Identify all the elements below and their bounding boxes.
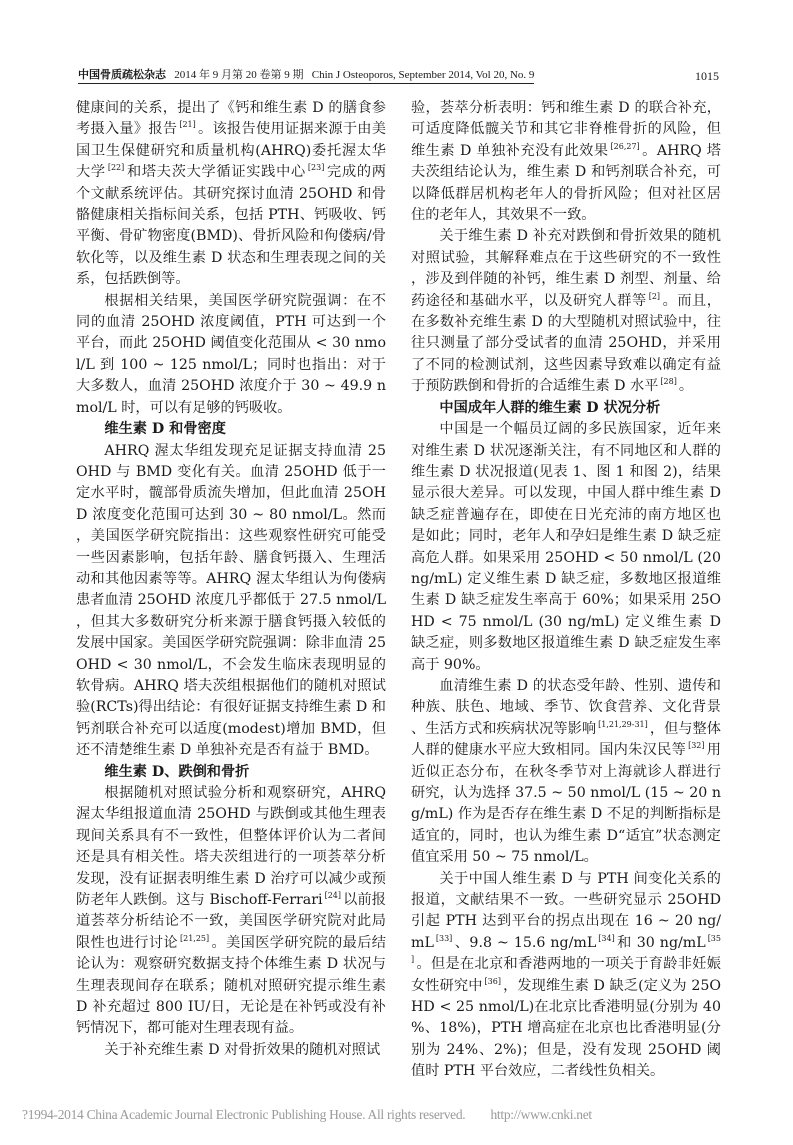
text-run: 维生素 D、跌倒和骨折 [104, 763, 250, 780]
right-column [411, 98, 721, 1083]
citation-ref[interactable]: [21] [179, 120, 196, 130]
citation-ref[interactable]: [23] [307, 163, 325, 173]
text-run: 。AHRQ 塔夫茨组结论认为，维生素 D 和钙剂联合补充，可以降低群居机构老年人的骨折风险；但对社区居住的老年人，其效果不一致。 [411, 142, 721, 224]
header-row [78, 66, 719, 84]
text-run: 。 [678, 378, 694, 395]
text-run: 中国是一个幅员辽阔的多民族国家，近年来对维生素 D 状况逐渐关注，有不同地区和人群的维生素 D 状况报道(见表 1、图 1 和图 2)，结果显示很大差异。可以发现，中国人群中维生素 D 缺乏症普遍存在，即使在日光充沛的南方地区也是如此；同时，老年人和孕妇是维生素 D 缺乏症高危人群。如果采用 25OHD < 50 nmol/L (20 ng/mL) 定义维生素 D 缺乏症，多数地区报道维生素 D 缺乏症发生率高于 60%；如果采用 25OHD < 75 nmol/L (30 ng/mL) 定义维生素 D 缺乏症，则多数地区报道维生素 D 缺乏症发生率高于 90%。 [411, 421, 721, 673]
footer-url[interactable]: http://www.cnki.net [490, 1106, 592, 1122]
body-paragraph [411, 98, 721, 226]
citation-ref[interactable]: [34] [598, 933, 615, 943]
body-paragraph [411, 419, 721, 676]
body-paragraph [411, 226, 721, 397]
text-run: 和塔夫茨大学循证实践中心 [126, 164, 306, 181]
body-paragraph [76, 291, 386, 419]
text-run: 关于补充维生素 D 对骨折效果的随机对照试 [104, 1041, 381, 1058]
citation-ref[interactable]: [36] [484, 976, 501, 986]
footer [22, 1083, 793, 1123]
body-paragraph [411, 676, 721, 869]
citation-ref[interactable]: [1,21,29-31] [598, 719, 648, 729]
text-run: 。美国医学研究院的最后结论认为：观察研究数据支持个体维生素 D 状况与生理表现间存在联系；随机对照研究提示维生素 D 补充超过 800 IU/日，无论是在补钙或没有补钙情况下，都可能对生理表现有益。 [76, 934, 386, 1037]
text-run: 完成的两个文献系统评估。其研究探讨血清 25OHD 和骨骼健康相关指标间关系，包括 PTH、钙吸收、钙平衡、骨矿物密度(BMD)、骨折风险和佝偻病/骨软化等，以及维生素 D 状态和生理表现之间的关系，包括跌倒等。 [76, 164, 386, 288]
left-column [76, 98, 386, 1061]
section-heading [76, 762, 386, 783]
citation-ref[interactable]: [33] [435, 933, 453, 943]
text-run: 关于中国人维生素 D 与 PTH 间变化关系的报道，文献结果不一致。一些研究显示 25OHD 引起 PTH 达到平台的拐点出现在 16 ~ 20 ng/mL [411, 870, 721, 951]
body-paragraph [76, 783, 386, 1040]
text-run: 血清维生素 D 的状态受年龄、性别、遗传和种族、肤色、地域、季节、饮食营养、文化背景、生活方式和疾病状况等影响 [411, 677, 721, 737]
text-run: ，发现维生素 D 缺乏(定义为 25OHD < 25 nmol/L)在北京比香港明显(分别为 40%、18%)，PTH 增高症在北京也比香港明显(分别为 24%、2%)；但是，没有发现 25OHD 阈值时 PTH 平台效应，二者线性负相关。 [411, 977, 721, 1080]
text-run: 用近似正态分布，在秋冬季节对上海就诊人群进行研究，认为选择 37.5 ~ 50 nmol/L (15 ~ 20 ng/mL) 作为是否存在维生素 D 不足的判断指标是适宜的，同时，也认为维生素 D“适宜”状态测定值宜采用 50 ~ 75 nmol/L。 [411, 742, 721, 866]
journal-name-en: Chin J Osteoporos, September 2014, Vol 20, No. 9 [311, 69, 535, 81]
text-run: 、9.8 ~ 15.6 ng/mL [454, 934, 597, 951]
citation-ref[interactable]: [24] [324, 891, 342, 901]
body-paragraph [76, 98, 386, 291]
text-run: 根据随机对照试验分析和观察研究，AHRQ 渥太华组报道血清 25OHD 与跌倒或其他生理表现间关系具有不一致性，但整体评价认为二者间还是具有相关性。塔夫茨组进行的一项荟萃分析发现，没有证据表明维生素 D 治疗可以减少或预防老年人跌倒。这与 Bischoff-Ferrari [76, 785, 386, 909]
text-run: 。而且，在多数补充维生素 D 的大型随机对照试验中，往往只测量了部分受试者的血清 25OHD，并采用了不同的检测试剂，这些因素导致难以确定有益于预防跌倒和骨折的合适维生素 D 水平 [411, 292, 721, 395]
text-run: 维生素 D 和骨密度 [104, 421, 226, 438]
citation-ref[interactable]: [32] [688, 741, 705, 751]
running-header [78, 66, 534, 84]
body-paragraph [411, 869, 721, 1083]
text-run: AHRQ 渥太华组发现充足证据支持血清 25OHD 与 BMD 变化有关。血清 25OHD 低于一定水平时，髋部骨质流失增加，但此血清 25OHD 浓度变化范围可达到 30 ~ 80 nmol/L。然而，美国医学研究院指出：这些观察性研究可能受一些因素影响，包括年龄、膳食钙摄入、生理活动和其他因素等等。AHRQ 渥太华组认为佝偻病患者血清 25OHD 浓度几乎都低于 27.5 nmol/L，但其大多数研究分析来源于膳食钙摄入较低的发展中国家。美国医学研究院强调：除非血清 25OHD < 30 nmol/L，不会发生临床表现明显的软骨病。AHRQ 塔夫茨组根据他们的随机对照试验(RCTs)得出结论：有很好证据支持维生素 D 和钙剂联合补充可以适度(modest)增加 BMD，但还不清楚维生素 D 单独补充是否有益于 BMD。 [76, 442, 386, 759]
citation-ref[interactable]: [22] [107, 163, 125, 173]
issue-info-cn: 2014 年 9 月第 20 卷第 9 期 [174, 69, 304, 81]
citation-ref[interactable]: [2] [648, 291, 661, 301]
text-run: 。该报告使用证据来源于由美国卫生保健研究和质量机构(AHRQ)委托渥太华大学 [76, 121, 386, 181]
citation-ref[interactable]: [21,25] [179, 933, 210, 943]
journal-name-cn: 中国骨质疏松杂志 [78, 69, 166, 81]
text-run: 健康间的关系，提出了《钙和维生素 D 的膳食参考摄入量》报告 [76, 100, 386, 138]
citation-ref[interactable]: [35] [411, 933, 721, 965]
section-heading [411, 398, 721, 419]
text-run: 验，荟萃分析表明：钙和维生素 D 的联合补充，可适度降低髋关节和其它非脊椎骨折的风险，但维生素 D 单独补充没有此效果 [411, 100, 721, 159]
text-run: 关于维生素 D 补充对跌倒和骨折效果的随机对照试验，其解释难点在于这些研究的不一致性，涉及到伴随的补钙，维生素 D 剂型、剂量、给药途径和基础水平，以及研究人群等 [411, 228, 721, 309]
text-run: ，但与整体人群的健康水平应大致相同。国内朱汉民等 [411, 720, 721, 759]
citation-ref[interactable]: [26,27] [610, 141, 640, 151]
text-run: 。但是在北京和香港两地的一项关于育龄非妊娠女性研究中 [411, 956, 721, 994]
text-run: 以前报道荟萃分析结论不一致，美国医学研究院对此局限性也进行讨论 [76, 892, 386, 951]
body-paragraph [76, 441, 386, 762]
text-run: 中国成年人群的维生素 D 状况分析 [439, 399, 661, 416]
body-columns [76, 98, 721, 1083]
text-run: 根据相关结果，美国医学研究院强调：在不同的血清 25OHD 浓度阈值，PTH 可达到一个平台，而此 25OHD 阈值变化范围从 < 30 nmol/L 到 100 ~ 125 nmol/L；同时也指出：对于大多数人，血清 25OHD 浓度介于 30 ~ 49.9 nmol/L 时，可以有足够的钙吸收。 [76, 292, 386, 416]
section-heading [76, 419, 386, 440]
body-paragraph [76, 1040, 386, 1061]
copyright-notice: ?1994-2014 China Academic Journal Electronic Publishing House. All rights reserved. [22, 1106, 466, 1122]
page-number: 1015 [695, 69, 719, 83]
text-run: 和 30 ng/mL [616, 934, 706, 951]
citation-ref[interactable]: [28] [660, 377, 677, 387]
